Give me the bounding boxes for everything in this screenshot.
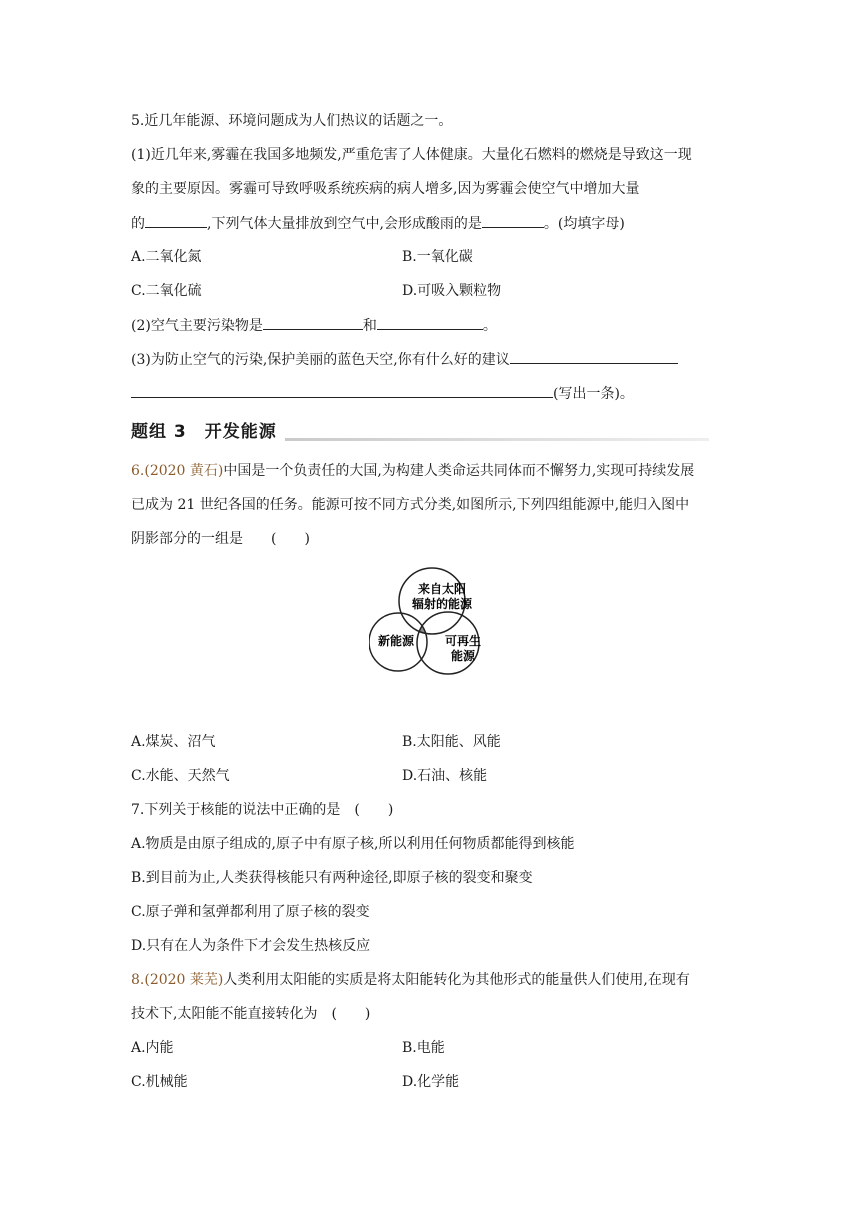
q5-part3-text: (3)为防止空气的污染,保护美丽的蓝色天空,你有什么好的建议 [131, 352, 510, 368]
q8-option-d: D.化学能 [402, 1074, 460, 1090]
q5-part1-line1: (1)近几年来,雾霾在我国多地频发,严重危害了人体健康。大量化石燃料的燃烧是导致这一现 [131, 147, 692, 163]
q6-option-d: D.石油、核能 [402, 768, 488, 784]
q5-part1-line2: 象的主要原因。雾霾可导致呼吸系统疾病的病人增多,因为雾霾会使空气中增加大量 [131, 181, 640, 197]
q5-option-d: D.可吸入颗粒物 [402, 283, 502, 299]
q7-stem: 7.下列关于核能的说法中正确的是 ( ) [131, 802, 394, 818]
q5-part2-text-c: 。 [482, 318, 497, 334]
answer-blank[interactable] [263, 315, 363, 330]
venn-diagram [369, 563, 501, 683]
venn-label-left: 新能源 [377, 634, 415, 648]
section-title: 题组 3 开发能源 [131, 417, 285, 442]
answer-blank[interactable] [131, 383, 553, 398]
answer-blank[interactable] [377, 315, 483, 330]
q6-line2: 已成为 21 世纪各国的任务。能源可按不同方式分类,如图所示,下列四组能源中,能归入图中 [131, 497, 690, 513]
q7-option-d: D.只有在人为条件下才会发生热核反应 [131, 938, 371, 954]
q8-source: 8.(2020 莱芜) [131, 972, 224, 988]
q5-option-b: B.一氧化碳 [402, 249, 473, 265]
q5-part3-end: (写出一条)。 [553, 386, 634, 402]
q8-option-c: C.机械能 [131, 1074, 188, 1090]
q8-option-b: B.电能 [402, 1040, 445, 1056]
venn-label-right-1: 可再生 [444, 634, 482, 648]
answer-blank[interactable] [510, 349, 678, 364]
q5-part3 [131, 349, 678, 370]
q6-line1 [131, 461, 694, 481]
q5-part1-line3 [131, 213, 625, 234]
answer-blank[interactable] [145, 213, 207, 228]
q7-option-c: C.原子弹和氢弹都利用了原子核的裂变 [131, 904, 370, 920]
q8-line1-text: 人类利用太阳能的实质是将太阳能转化为其他形式的能量供人们使用,在现有 [223, 972, 690, 988]
q5-part3-line2 [131, 383, 634, 404]
q5-part2-text-a: (2)空气主要污染物是 [131, 318, 263, 334]
venn-label-right-2: 能源 [450, 649, 476, 663]
q7-option-a: A.物质是由原子组成的,原子中有原子核,所以利用任何物质都能得到核能 [131, 836, 575, 852]
section-header [131, 417, 709, 443]
answer-blank[interactable] [482, 213, 544, 228]
q6-option-a: A.煤炭、沼气 [131, 734, 216, 750]
q5-part1-text-b: ,下列气体大量排放到空气中,会形成酸雨的是 [207, 216, 482, 232]
q6-option-c: C.水能、天然气 [131, 768, 230, 784]
q6-source: 6.(2020 黄石) [131, 463, 224, 479]
q5-option-a: A.二氧化氮 [131, 249, 202, 265]
q6-option-b: B.太阳能、风能 [402, 734, 501, 750]
q8-line2: 技术下,太阳能不能直接转化为 ( ) [131, 1006, 371, 1022]
q8-option-a: A.内能 [131, 1040, 174, 1056]
q5-part1-text-a: 的 [131, 216, 145, 232]
q5-part2-text-b: 和 [362, 318, 377, 334]
q8-line1 [131, 970, 690, 990]
q7-option-b: B.到目前为止,人类获得核能只有两种途径,即原子核的裂变和聚变 [131, 870, 533, 886]
q6-line3: 阴影部分的一组是 ( ) [131, 531, 310, 547]
venn-label-top-1: 来自太阳 [417, 582, 467, 596]
venn-label-top-2: 辐射的能源 [411, 597, 473, 611]
q5-stem: 5.近几年能源、环境问题成为人们热议的话题之一。 [131, 113, 453, 129]
q6-line1-text: 中国是一个负责任的大国,为构建人类命运共同体而不懈努力,实现可持续发展 [223, 463, 695, 479]
q5-part2 [131, 315, 497, 336]
q5-option-c: C.二氧化硫 [131, 283, 202, 299]
q5-part1-text-c: 。(均填字母) [543, 216, 625, 232]
